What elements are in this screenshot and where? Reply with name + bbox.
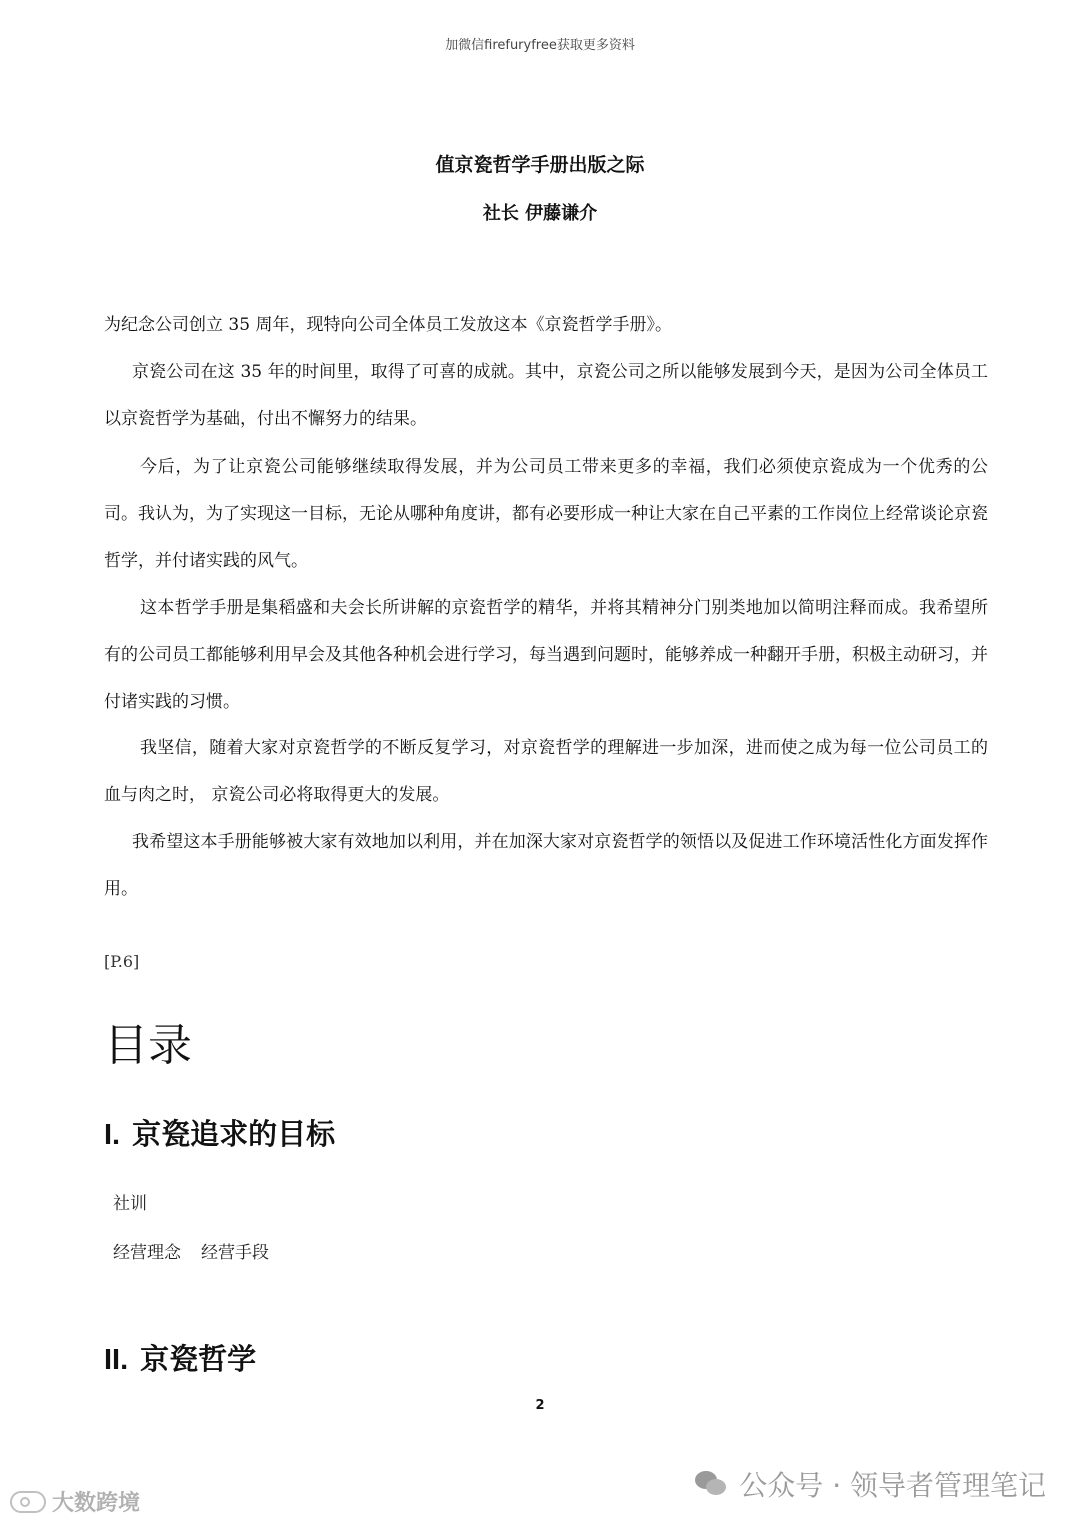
paragraph: 京瓷公司在这 35 年的时间里，取得了可喜的成就。其中，京瓷公司之所以能够发展到今天，是因为公司全体员工以京瓷哲学为基础，付出不懈努力的结果。 [104, 362, 988, 429]
toc-title: 目录 [104, 1020, 192, 1071]
section-title: 京瓷哲学 [140, 1342, 257, 1376]
toc-section-heading [104, 1339, 256, 1380]
brand-logo-icon [10, 1491, 46, 1513]
toc-section-heading [104, 1114, 335, 1155]
wechat-label: 公众号 · 领导者管理笔记 [739, 1469, 1046, 1502]
wechat-watermark [695, 1462, 1046, 1506]
paragraph: 今后，为了让京瓷公司能够继续取得发展，并为公司员工带来更多的幸福，我们必须使京瓷成为一个优秀的公司。我认为，为了实现这一目标，无论从哪种角度讲，都有必要形成一种让大家在自己平素的工作岗位上经常谈论京瓷哲学，并付诸实践的风气。 [104, 457, 988, 571]
page-number: 2 [535, 1398, 545, 1413]
document-author: 社长 伊藤谦介 [482, 203, 598, 224]
section-title: 京瓷追求的目标 [132, 1117, 336, 1151]
paragraph: 这本哲学手册是集稻盛和夫会长所讲解的京瓷哲学的精华，并将其精神分门别类地加以简明注释而成。我希望所有的公司员工都能够利用早会及其他各种机会进行学习，每当遇到问题时，能够养成一种翻开手册，积极主动研习，并付诸实践的习惯。 [104, 598, 988, 712]
paragraph: 为纪念公司创立 35 周年，现特向公司全体员工发放这本《京瓷哲学手册》。 [104, 315, 672, 335]
header-note: 加微信firefuryfree获取更多资料 [445, 38, 635, 53]
toc-item-row [113, 1238, 269, 1263]
toc-item: 社训 [113, 1194, 147, 1214]
paragraph: 我希望这本手册能够被大家有效地加以利用，并在加深大家对京瓷哲学的领悟以及促进工作环境活性化方面发挥作用。 [104, 832, 988, 899]
wechat-icon [695, 1469, 729, 1499]
toc-item: 经营理念 [113, 1243, 181, 1263]
toc-item: 经营手段 [201, 1243, 269, 1263]
section-number: I. [104, 1119, 121, 1151]
section-number: II. [104, 1344, 129, 1376]
paragraph: 我坚信，随着大家对京瓷哲学的不断反复学习，对京瓷哲学的理解进一步加深，进而使之成为每一位公司员工的血与肉之时， 京瓷公司必将取得更大的发展。 [104, 738, 988, 805]
document-title: 值京瓷哲学手册出版之际 [435, 154, 645, 176]
brand-watermark [10, 1486, 140, 1517]
brand-label: 大数跨境 [52, 1491, 141, 1516]
page-reference: [P.6] [104, 952, 140, 971]
